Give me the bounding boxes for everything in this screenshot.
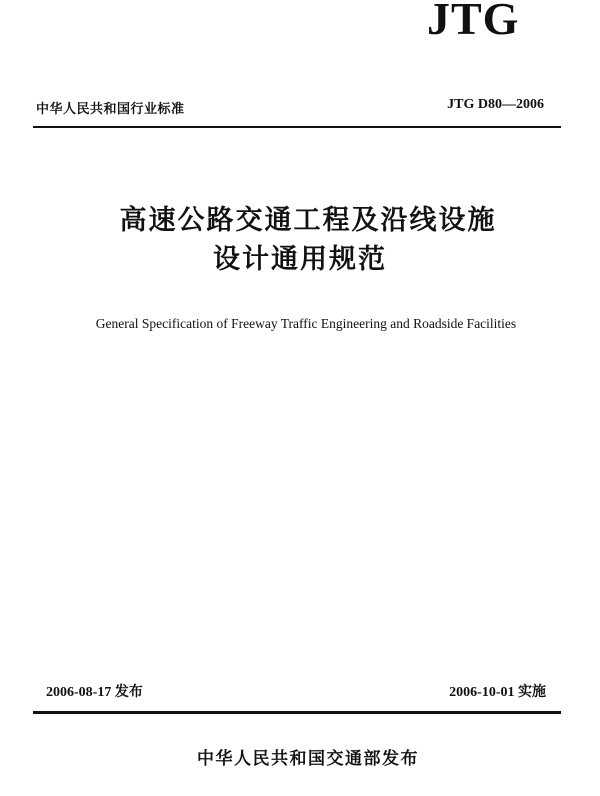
standard-category: 中华人民共和国行业标准 [36,102,185,117]
standard-code: JTG D80—2006 [447,97,544,112]
standard-logo: JTG [427,0,520,44]
document-title-line-1: 高速公路交通工程及沿线设施 [119,205,497,236]
effective-date: 2006-10-01 实施 [449,685,546,700]
document-title-line-2: 设计通用规范 [213,244,387,275]
english-title: General Specification of Freeway Traffic Engineering and Roadside Facilities [95,316,517,331]
issue-date: 2006-08-17 发布 [46,685,143,700]
header-divider [33,126,561,128]
publisher: 中华人民共和国交通部发布 [197,749,419,769]
footer-divider [33,711,561,714]
